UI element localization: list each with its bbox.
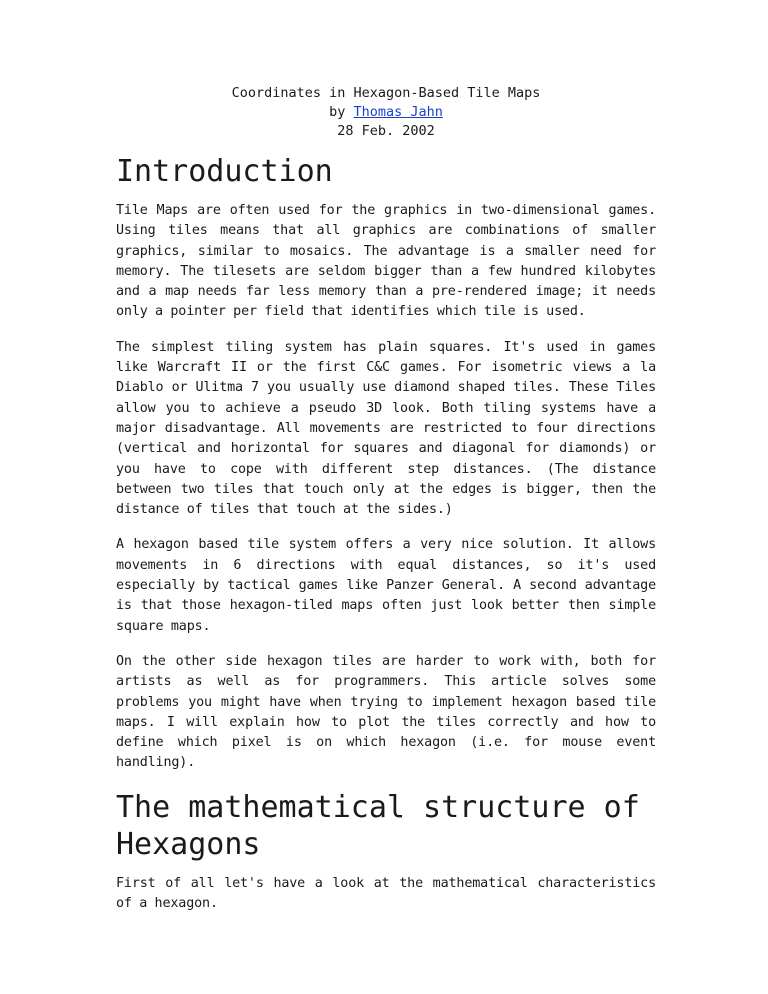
intro-paragraph-1: Tile Maps are often used for the graphics in two-dimensional games. Using tiles means that all graphics are combinations of smaller graphics, similar to mosaics. The advantage is a smaller need for memory. The tilesets are seldom bigger than a few hundred kilobytes and a map needs far less memory than a pre-rendered image; it needs only a pointer per field that identifies which tile is used. [116, 203, 656, 320]
author-link[interactable]: Thomas Jahn [353, 104, 443, 120]
document-page [116, 84, 656, 929]
section-heading-math-structure: The mathematical structure of Hexagons [116, 789, 640, 862]
document-title: Coordinates in Hexagon-Based Tile Maps [231, 85, 541, 101]
publish-date: 28 Feb. 2002 [337, 123, 435, 139]
intro-paragraph-3: A hexagon based tile system offers a very nice solution. It allows movements in 6 directions with equal distances, so it's used especially by tactical games like Panzer General. A second advantage is that those hexagon-tiled maps often just look better then simple square maps. [116, 537, 656, 634]
intro-paragraph-4: On the other side hexagon tiles are harder to work with, both for artists as well as for programmers. This article solves some problems you might have when trying to implement hexagon based tile maps. I will explain how to plot the tiles correctly and how to define which pixel is on which hexagon (i.e. for mouse event handling). [116, 653, 656, 771]
section-heading-introduction: Introduction [116, 154, 333, 189]
math-paragraph-1: First of all let's have a look at the mathematical characteristics of a hexagon. [116, 875, 656, 912]
document-header [116, 84, 656, 141]
byline [116, 103, 656, 122]
intro-paragraph-2: The simplest tiling system has plain squares. It's used in games like Warcraft II or the first C&C games. For isometric views a la Diablo or Ulitma 7 you usually use diamond shaped tiles. These Tiles allow you to achieve a pseudo 3D look. Both tiling systems have a major disadvantage. All movements are restricted to four directions (vertical and horizontal for squares and diagonal for diamonds) or you have to cope with different step distances. (The distance between two tiles that touch only at the edges is bigger, then the distance of tiles that touch at the sides.) [116, 339, 656, 518]
byline-prefix: by [329, 104, 354, 120]
